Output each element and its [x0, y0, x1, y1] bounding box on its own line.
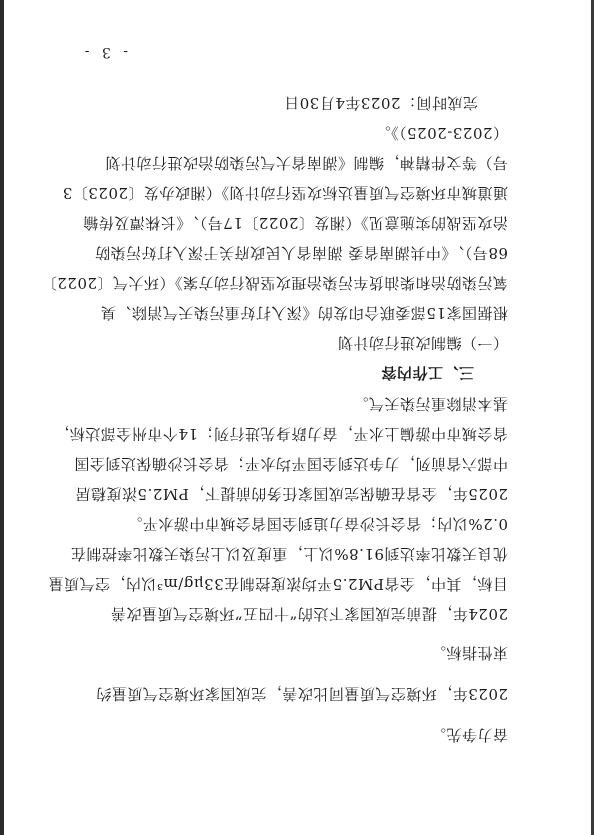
text-line: 2025年，全省在确保完成国家任务的前提下，PM2.5浓度稳居	[75, 485, 508, 503]
text-line: （2023-2025）》。	[375, 124, 508, 142]
section-heading: 三、工作内容	[380, 364, 474, 382]
text-line: 治攻坚战的实施意见》（湘发〔2022〕17号）、《长株潭及传输	[82, 214, 508, 232]
text-line: 目标，其中，全省PM2.5平均浓度控制在33μg/m³以内，空气质量	[47, 575, 508, 593]
completion-time: 完成时间：2023年4月30日	[283, 94, 478, 112]
page-number: - 3 -	[80, 44, 128, 60]
text-line: 束性指标。	[430, 644, 508, 662]
text-line: 根据国家15部委联合印发的《深入打好重污染天气消除、臭	[100, 304, 508, 322]
text-line: 2023年，环境空气质量同比改善，完成国家环境空气质量约	[95, 685, 508, 703]
text-line: 优良天数比率达到91.8%以上，重度及以上污染天数比率控制在	[70, 545, 508, 563]
text-line: 0.2%以内；省会长沙奋力追到全国省会城市中游水平。	[126, 515, 508, 533]
text-line: 中部六省前列，力争达到全国平均水平；省会长沙确保达到全国	[73, 455, 508, 473]
text-line: 2024年，提前完成国家下达的“十四五”环境空气质量改善	[110, 605, 508, 623]
text-line: 68号）、《中共湖南省委 湖南省人民政府关于深入打好污染防	[94, 244, 508, 262]
subsection-heading: （一）编制改进行动计划	[337, 334, 508, 352]
text-line: 氧污染防治和柴油货车污染治理攻坚战行动方案》（环大气〔2022〕	[41, 274, 508, 292]
text-line: 通道城市环境空气质量达标攻坚行动计划》（湘政办发〔2023〕3	[62, 184, 508, 202]
text-line: 省会城市中游偏上水平，奋力跻身先进行列；14个市州全部达标，	[53, 425, 508, 443]
text-line: 号）等文件精神，编制《湖南省大气污染防治改进行动计划	[104, 154, 508, 172]
text-line: 基本消除重污染天气。	[352, 395, 508, 413]
text-line: 奋力争先。	[430, 726, 508, 744]
